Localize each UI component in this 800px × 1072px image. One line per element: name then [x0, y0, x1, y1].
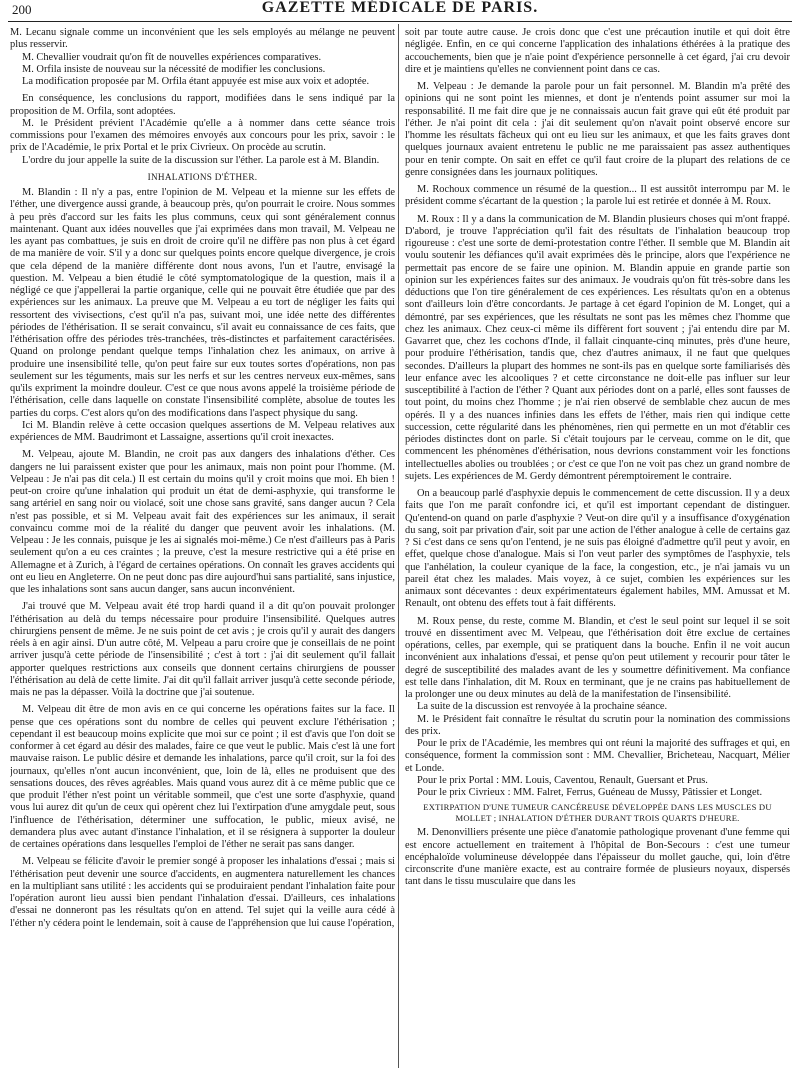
paragraph: M. Velpeau : Je demande la parole pour un fait personnel. M. Blandin m'a prêté des opinions qui ne sont point les miennes, et dont je n'entends point assumer sur moi la responsabilité. Il me fait dire que je ne connaissais aucun fait grave qui eût été produit par l'éther. Je n'ai point dit cela : j'ai dit seulement qu'on n'avait point observé encore sur l'homme les résultats fâcheux qui ont eu lieu sur les animaux, et que les faits graves dont quelques journaux avaient entretenu le public ne me paraissaient pas assez authentiques pour en tenir compte. On sait en effet ce qu'il faut croire de la plupart des relations de ce genre consignées dans les journaux politiques. [405, 81, 790, 178]
page-number: 200 [12, 2, 32, 17]
paragraph: Pour le prix Portal : MM. Louis, Caventou, Renault, Guersant et Prus. [417, 774, 708, 786]
paragraph: En conséquence, les conclusions du rapport, modifiées dans le sens indiqué par la proposition de M. Orfila, sont adoptées. [10, 93, 395, 117]
paragraph: Pour le prix Civrieux : MM. Falret, Ferrus, Guéneau de Mussy, Pâtissier et Longet. [417, 787, 763, 798]
page-header [0, 0, 800, 22]
section-heading: EXTIRPATION D'UNE TUMEUR CANCÉREUSE DÉVELOPPÉE DANS LES MUSCLES DU MOLLET ; INHALATION D'ÉTHER DURANT TROIS QUARTS D'HEURE. [423, 802, 772, 824]
paragraph: M. Lecanu signale comme un inconvénient que les sels employés au mélange ne peuvent plus resservir. [10, 27, 395, 51]
paragraph: M. Blandin : Il n'y a pas, entre l'opinion de M. Velpeau et la mienne sur les effets de l'éther, une divergence aussi grande, à beaucoup près, qu'on pourrait le croire. Nous sommes à peu près d'accord sur les faits les plus communs, ceux qui sont généralement connus maintenant. Quant aux idées nouvelles que j'ai exprimées dans mon travail, M. Velpeau ne les ayant pas combattues, je suis en droit de croire qu'il ne diffère pas non plus à cet égard de ma manière de voir. S'il y a donc sur quelques points encore quelque divergence, je crois que cela dépend de la manière différente dont nous avons, l'un et l'autre, envisagé la question. M. Velpeau a bien étudié le côté symptomatologique de la question, mais il a négligé ce que j'appellerai la partie organique, celle qui ne pouvait être étudiée que par des expériences sur les animaux. La preuve que M. Velpeau a eu tort de négliger les faits qui ressortent des vivisections, c'est qu'il n'a pas, suivant moi, une idée nette des différentes périodes de l'éthérisation. Il se serait convaincu, s'il avait eu connaissance de ces faits, que l'éthérisation offre des périodes très-tranchées, très-distinctes et parfaitement caractérisées. Quand on prolonge pendant quelque temps l'inhalation chez les animaux, on arrive à produire une insensibilité telle, qu'on peut faire sur eux toutes sortes d'opérations, non pas seulement sur les téguments, mais sur les nerfs et sur les centres nerveux eux-mêmes, sans qu'ils expriment la moindre douleur. C'est ce que nous avons appelé la troisième période de l'éthérisation, celle dans laquelle on constate l'insensibilité complète, absolue de toutes les parties du corps. C'est alors qu'on des modifications dans l'aspect physique du sang. [10, 187, 395, 419]
right-column [405, 27, 790, 1067]
paragraph: M. Velpeau se félicite d'avoir le premier songé à proposer les inhalations d'essai ; mais si l'éthérisation peut devenir une source d'accidents, en augmentera naturellement les chances en la multipliant sans utilité : les accidents qui se produiraient pendant l'inhalation faite pour l'opération auront lieu aussi bien pendant l'inhalation d'essai. D'ailleurs, ces inhalations d'essai ne donneront pas les résultats qu'on en attend. Tel sujet qui la veille aura cédé à l'éther n'y cédera point le lendemain, soit à cause de l'appréhension que lui cause l'opération, [10, 856, 395, 929]
paragraph: On a beaucoup parlé d'asphyxie depuis le commencement de cette discussion. Il y a deux faits que l'on me paraît confondre ici, et qu'il est important cependant de distinguer. Qu'entend-on quand on parle d'asphyxie ? Veut-on dire qu'il y a insuffisance d'oxygénation du sang, soit par privation d'air, soit par une action de l'éther analogue à celle de certains gaz ? Si c'est dans ce sens qu'on l'entend, je ne suis pas éloigné d'admettre qu'il peut y avoir, en effet, quelque chose d'analogue. Mais si l'on veut parler des symptômes de l'asphyxie, tels que l'anhélation, la couleur cyanique de la face, la congestion, etc., je n'ai jamais vu un pareil état chez les malades. Mais voyez, à ce sujet, combien les expériences sur les animaux sont décevantes : deux expérimentateurs également habiles, MM. Amussat et M. Renault, ont obtenu des effets tout à fait différents. [405, 488, 790, 610]
paragraph: M. Velpeau dit être de mon avis en ce qui concerne les opérations faites sur la face. Il pense que ces opérations sont du nombre de celles qui peuvent exclure l'éthérisation ; cependant il est beaucoup moins explicite que moi sur ce point ; il est d'avis que l'on doit se conformer à cet égard au désir des malades, faire ce que veut le public. Mais c'est là une fort mauvaise raison. Le public désire et demande les inhalations, parce qu'il croit, sur la foi des journaux, qu'elles n'ont aucun inconvénient, que, loin de là, elles ne produisent que des sensations douces, des rêves agréables. Mais quand vous aurez dit à ce même public que ce que produit l'éther n'est point un véritable sommeil, que c'est une sorte d'asphyxie, quand vous lui aurez dit qu'un de ceux qui opèrent chez lui l'extirpation d'une amygdale peut, sous l'influence de l'éthérisation, déterminer une suffocation, le public, mieux avisé, ne demandera plus avec autant d'instance l'inhalation, et il se résignera à supporter la douleur de certaines opérations dans lesquelles l'emploi de l'éther ne serait pas sans danger. [10, 704, 395, 850]
paragraph: M. Roux : Il y a dans la communication de M. Blandin plusieurs choses qui m'ont frappé. D'abord, je trouve l'appréciation qu'il fait des résultats de l'inhalation beaucoup trop rigoureuse : c'est une sorte de demi-protestation contre l'éther. Il semble que M. Blandin ait voulu soutenir les défiances qu'il avait exprimées dès le principe, alors que l'expérience ne permettait pas encore de se faire une opinion. M. Blandin appuie en grande partie son opinion sur les expériences faites sur des animaux. Je voudrais qu'on fût très-sobre dans les déductions que l'on tire généralement de ces expériences. Les résultats qu'on en a obtenus sont d'ailleurs loin d'être concordants. Je partage à cet égard l'opinion de M. Longet, qui a démontré, par ses expériences, que les résultats ne sont pas les mêmes chez l'homme que chez les animaux. Chez ceux-ci même ils diffèrent fort souvent ; j'ai entendu dire par M. Gavarret que, chez les cochons d'Inde, il fallait cinquante-cinq minutes, près d'une heure, pour produire l'éthérisation, tandis que, chez d'autres animaux, il ne faut que quelques secondes. D'ailleurs la plupart des hommes ne sont-ils pas en quelque sorte familiarisés dès leur enfance avec les alcooliques ? et cette circonstance ne doit-elle pas influer sur leur susceptibilité à l'action de l'éther ? Quant aux périodes dont on a parlé, elles sont fausses de tout point, du moins chez l'homme ; je n'ai rien observé de semblable chez aucun de mes opérés. Il y a des nuances infinies dans les effets de l'éther, mais rien qui indique cette succession, cette régularité dans les phénomènes, rien qui permette en un mot d'établir ces périodes distinctes dont on parle. Si c'était toujours par le cerveau, comme on le dit, que commencent les phénomènes d'éthérisation, nous devrions constamment voir les fonctions intellectuelles abolies ou troublées ; or c'est ce que l'on ne voit pas chez un grand nombre de sujets. Les expériences de M. Gerdy démontrent péremptoirement le contraire. [405, 213, 790, 482]
paragraph: Ici M. Blandin relève à cette occasion quelques assertions de M. Velpeau relatives aux expériences de MM. Baudrimont et Lassaigne, assertions qu'il croit inexactes. [10, 419, 395, 443]
paragraph: M. le Président prévient l'Académie qu'elle a à nommer dans cette séance trois commissions pour l'examen des mémoires envoyés aux concours pour les prix, savoir : le prix de l'Académie, le prix Portal et le prix Civrieux. On procède au scrutin. [10, 117, 395, 154]
paragraph: La suite de la discussion est renvoyée à la prochaine séance. [417, 701, 668, 713]
paragraph: M. Velpeau, ajoute M. Blandin, ne croit pas aux dangers des inhalations d'éther. Ces dangers ne lui paraissent exister que pour les animaux, mais non point pour l'homme. (M. Velpeau : Je n'ai pas dit cela.) Il est certain du moins qu'il y croit moins que moi. Eh bien ! peut-on croire qu'une inhalation qui produit un état de demi-asphyxie, qui transforme le sang artériel en sang noir ou violacé, soit une chose sans gravité, sans danger aucun ? Cela n'est pas possible, et si M. Velpeau avait fait des expériences sur les animaux, il serait convaincu comme moi de la réalité du danger que peuvent avoir les inhalations. (M. Velpeau : Je les connais, puisque je les ai signalés moi-même.) Ce n'est d'ailleurs pas à Paris seulement qu'on a eu ces craintes ; la preuve, c'est la mesure restrictive qui a été prise en Allemagne et à Zurich, à l'égard de certaines opérations. On connaît les graves accidents qui ont eu lieu en Angleterre. On ne peut donc pas dire aujourd'hui sans partialité, sans injustice, que les inhalations sont sans aucun danger, sans aucun inconvénient. [10, 449, 395, 595]
paragraph: soit par toute autre cause. Je crois donc que c'est une précaution inutile et qui doit être négligée. Enfin, en ce qui concerne l'application des inhalations éthérées à la pratique des accouchements, bien que je n'aie point d'expérience personnelle à cet égard, j'ai cru devoir dire et je maintiens qu'elles ne conviennent point dans ce cas. [405, 27, 790, 75]
paragraph: L'ordre du jour appelle la suite de la discussion sur l'éther. La parole est à M. Blandin. [22, 154, 380, 166]
paragraph: M. Rochoux commence un résumé de la question... Il est aussitôt interrompu par M. le président comme s'écartant de la question ; la parole lui est retirée et donnée à M. Roux. [405, 184, 790, 208]
paragraph: J'ai trouvé que M. Velpeau avait été trop hardi quand il a dit qu'on pouvait prolonger l'éthérisation au delà du temps nécessaire pour produire l'insensibilité. Quelques autres chirurgiens pensent de même. Je ne suis point de cet avis ; je crois qu'il y aurait des dangers réels à en agir ainsi. D'un autre côté, M. Velpeau a paru croire que je conseillais de ne point arriver jusqu'à cette période de l'insensibilité ; c'est à tort : j'ai dit seulement qu'il fallait apporter quelques restrictions aux conseils que donnent certains chirurgiens de pousser l'éthérisation au delà de cette limite. J'ai dit qu'il fallait arriver jusqu'à cette seconde période, mais ne pas la dépasser. Voilà la doctrine que j'ai soutenue. [10, 601, 395, 698]
column-divider [398, 24, 399, 1068]
paragraph: La modification proposée par M. Orfila étant appuyée est mise aux voix et adoptée. [22, 76, 370, 87]
header-rule [8, 21, 792, 22]
paragraph: Pour le prix de l'Académie, les membres qui ont réuni la majorité des suffrages et qui, en conséquence, forment la commission sont : MM. Chevallier, Bricheteau, Nacquart, Mélier et Londe. [405, 738, 790, 774]
paragraph: M. Denonvilliers présente une pièce d'anatomie pathologique provenant d'une femme qui est encore actuellement en traitement à l'hôpital de Bon-Secours : c'est une tumeur encéphaloïde volumineuse développée dans l'épaisseur du mollet gauche, qui, loin d'être circonscrite d'une manière exacte, est au contraire formée de plusieurs noyaux, dispersés tant dans le tissu musculaire que dans les [405, 827, 790, 888]
paragraph: M. le Président fait connaître le résultat du scrutin pour la nomination des commissions des prix. [405, 713, 790, 737]
left-column [10, 27, 395, 1067]
paragraph: M. Roux pense, du reste, comme M. Blandin, et c'est le seul point sur lequel il se soit trouvé en dissentiment avec M. Velpeau, que l'éthérisation doit être exclue de certaines opérations, celles, par exemple, qui se pratiquent dans la bouche. Enfin il ne voit aucun inconvénient aux inhalations d'essai, et pense qu'on peut utilement y recourir pour tâter le degré de susceptibilité des malades avant de les y soumettre définitivement. Ma confiance est telle dans l'inhalation, dit M. Roux en terminant, que je ne crains pas habituellement de la prolonger une ou deux minutes au delà de la manifestation de l'insensibilité. [405, 615, 790, 700]
section-heading: INHALATIONS D'ÉTHER. [147, 171, 258, 182]
paragraph: M. Orfila insiste de nouveau sur la nécessité de modifier les conclusions. [22, 63, 326, 75]
masthead-title: GAZETTE MÉDICALE DE PARIS. [261, 0, 539, 16]
paragraph: M. Chevallier voudrait qu'on fît de nouvelles expériences comparatives. [22, 51, 322, 63]
